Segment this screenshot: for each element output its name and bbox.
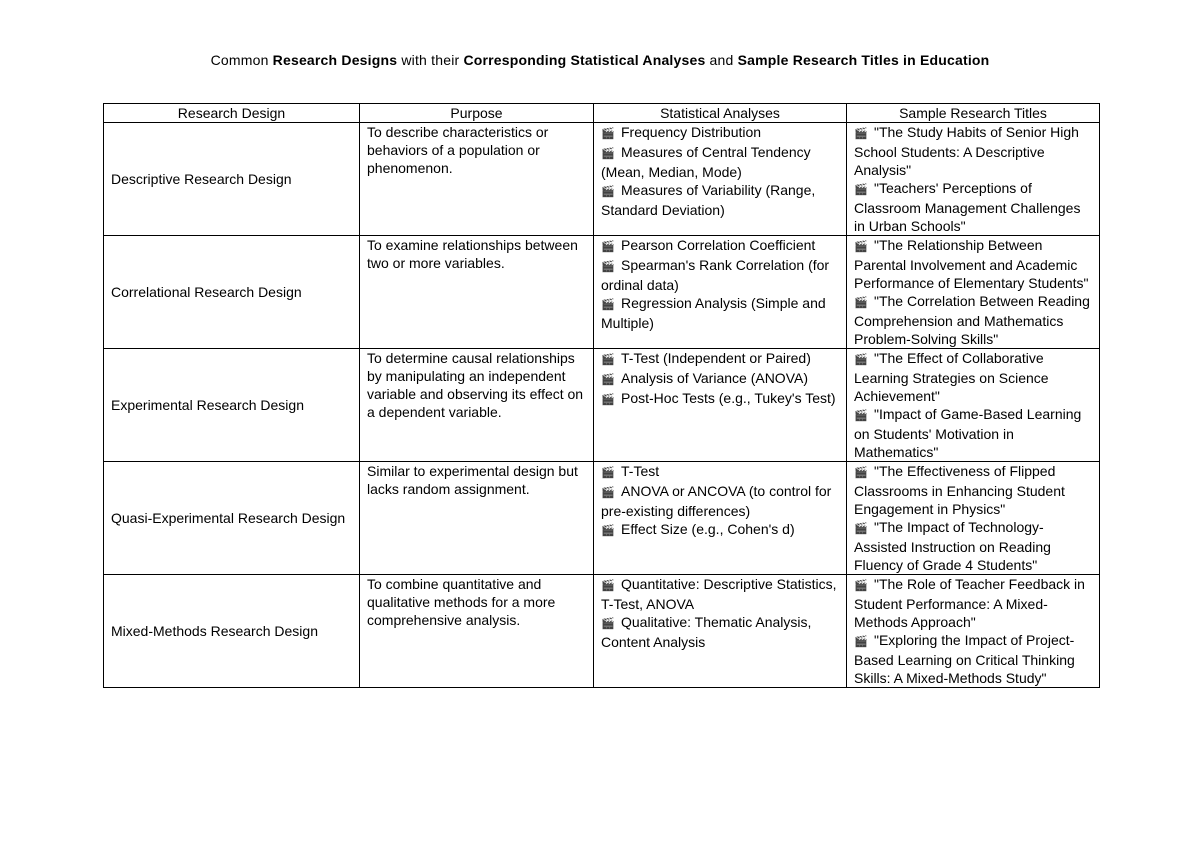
bullet-item: [854, 236, 1092, 292]
clapperboard-icon: 🎬: [601, 186, 615, 198]
cell-sample-titles: [847, 462, 1100, 575]
clapperboard-icon: 🎬: [601, 374, 615, 386]
header-row: [104, 104, 1100, 123]
bullet-text: "The Study Habits of Senior High School Students: A Descriptive Analysis": [854, 124, 1079, 178]
clapperboard-icon: 🎬: [854, 467, 868, 479]
table-row: [104, 349, 1100, 462]
bullet-item: [854, 518, 1092, 574]
bullet-item: [601, 462, 839, 482]
bullet-text: "Impact of Game-Based Learning on Students' Motivation in Mathematics": [854, 406, 1082, 460]
title-bold: Corresponding Statistical Analyses: [463, 52, 706, 68]
bullet-text: "The Effect of Collaborative Learning Strategies on Science Achievement": [854, 350, 1049, 404]
bullet-text: T-Test: [621, 463, 660, 479]
bullet-item: [601, 349, 839, 369]
bullet-text: Quantitative: Descriptive Statistics, T-Test, ANOVA: [601, 576, 837, 612]
header-research-design: Research Design: [104, 104, 360, 123]
bullet-text: "The Role of Teacher Feedback in Student Performance: A Mixed-Methods Approach": [854, 576, 1085, 630]
bullet-item: [854, 575, 1092, 631]
header-statistical-analyses: Statistical Analyses: [594, 104, 847, 123]
bullet-item: [601, 482, 839, 520]
clapperboard-icon: 🎬: [601, 618, 615, 630]
cell-statistical-analyses: [594, 462, 847, 575]
clapperboard-icon: 🎬: [601, 241, 615, 253]
bullet-item: [854, 462, 1092, 518]
research-designs-table: [103, 103, 1100, 688]
title-part: and: [705, 52, 738, 68]
clapperboard-icon: 🎬: [854, 128, 868, 140]
cell-purpose: Similar to experimental design but lacks random assignment.: [360, 462, 594, 575]
bullet-item: [854, 292, 1092, 348]
table-row: [104, 123, 1100, 236]
cell-statistical-analyses: [594, 349, 847, 462]
cell-research-design: Experimental Research Design: [104, 349, 360, 462]
clapperboard-icon: 🎬: [601, 354, 615, 366]
bullet-text: ANOVA or ANCOVA (to control for pre-existing differences): [601, 483, 832, 519]
clapperboard-icon: 🎬: [601, 467, 615, 479]
bullet-text: Spearman's Rank Correlation (for ordinal data): [601, 257, 830, 293]
cell-research-design: Mixed-Methods Research Design: [104, 575, 360, 688]
bullet-item: [601, 143, 839, 181]
title-bold: Research Designs: [272, 52, 398, 68]
bullet-text: Analysis of Variance (ANOVA): [621, 370, 808, 386]
bullet-text: Effect Size (e.g., Cohen's d): [621, 521, 795, 537]
header-purpose: Purpose: [360, 104, 594, 123]
clapperboard-icon: 🎬: [854, 580, 868, 592]
bullet-text: Measures of Central Tendency (Mean, Median, Mode): [601, 144, 811, 180]
cell-sample-titles: [847, 575, 1100, 688]
clapperboard-icon: 🎬: [854, 523, 868, 535]
table-row: [104, 236, 1100, 349]
title-part: Common: [210, 52, 273, 68]
cell-purpose: To describe characteristics or behaviors of a population or phenomenon.: [360, 123, 594, 236]
bullet-item: [601, 613, 839, 651]
cell-statistical-analyses: [594, 575, 847, 688]
clapperboard-icon: 🎬: [601, 487, 615, 499]
bullet-text: T-Test (Independent or Paired): [621, 350, 811, 366]
bullet-text: Pearson Correlation Coefficient: [621, 237, 816, 253]
title-bold: Sample Research Titles in Education: [737, 52, 990, 68]
bullet-item: [854, 349, 1092, 405]
bullet-item: [601, 575, 839, 613]
bullet-text: "Exploring the Impact of Project-Based Learning on Critical Thinking Skills: A Mixed-Methods Study": [854, 632, 1075, 686]
bullet-item: [601, 123, 839, 143]
bullet-text: "The Relationship Between Parental Involvement and Academic Performance of Elementary Students": [854, 237, 1089, 291]
bullet-item: [601, 389, 839, 409]
bullet-item: [601, 520, 839, 540]
clapperboard-icon: 🎬: [601, 299, 615, 311]
bullet-item: [601, 236, 839, 256]
bullet-text: "The Effectiveness of Flipped Classrooms in Enhancing Student Engagement in Physics": [854, 463, 1065, 517]
bullet-item: [854, 631, 1092, 687]
bullet-text: Qualitative: Thematic Analysis, Content Analysis: [601, 614, 812, 650]
bullet-text: "The Correlation Between Reading Comprehension and Mathematics Problem-Solving Skills": [854, 293, 1090, 347]
clapperboard-icon: 🎬: [601, 261, 615, 273]
bullet-text: Post-Hoc Tests (e.g., Tukey's Test): [621, 390, 836, 406]
cell-sample-titles: [847, 349, 1100, 462]
table-row: [104, 575, 1100, 688]
clapperboard-icon: 🎬: [601, 580, 615, 592]
header-sample-titles: Sample Research Titles: [847, 104, 1100, 123]
cell-sample-titles: [847, 236, 1100, 349]
cell-statistical-analyses: [594, 123, 847, 236]
bullet-text: "The Impact of Technology-Assisted Instruction on Reading Fluency of Grade 4 Students": [854, 519, 1051, 573]
cell-research-design: Descriptive Research Design: [104, 123, 360, 236]
bullet-item: [854, 179, 1092, 235]
clapperboard-icon: 🎬: [854, 354, 868, 366]
cell-purpose: To determine causal relationships by manipulating an independent variable and observing its effect on a dependent variable.: [360, 349, 594, 462]
bullet-text: Measures of Variability (Range, Standard Deviation): [601, 182, 816, 218]
bullet-text: "Teachers' Perceptions of Classroom Management Challenges in Urban Schools": [854, 180, 1081, 234]
clapperboard-icon: 🎬: [601, 128, 615, 140]
title-part: with their: [397, 52, 464, 68]
clapperboard-icon: 🎬: [854, 636, 868, 648]
bullet-item: [601, 256, 839, 294]
clapperboard-icon: 🎬: [601, 148, 615, 160]
cell-research-design: Correlational Research Design: [104, 236, 360, 349]
cell-research-design: Quasi-Experimental Research Design: [104, 462, 360, 575]
clapperboard-icon: 🎬: [601, 525, 615, 537]
bullet-item: [601, 181, 839, 219]
bullet-item: [854, 123, 1092, 179]
clapperboard-icon: 🎬: [854, 297, 868, 309]
bullet-item: [601, 294, 839, 332]
clapperboard-icon: 🎬: [601, 394, 615, 406]
cell-statistical-analyses: [594, 236, 847, 349]
cell-purpose: To combine quantitative and qualitative methods for a more comprehensive analysis.: [360, 575, 594, 688]
clapperboard-icon: 🎬: [854, 410, 868, 422]
bullet-text: Regression Analysis (Simple and Multiple): [601, 295, 826, 331]
bullet-item: [854, 405, 1092, 461]
clapperboard-icon: 🎬: [854, 184, 868, 196]
bullet-item: [601, 369, 839, 389]
cell-purpose: To examine relationships between two or more variables.: [360, 236, 594, 349]
table-row: [104, 462, 1100, 575]
page-title: [0, 52, 1200, 68]
clapperboard-icon: 🎬: [854, 241, 868, 253]
bullet-text: Frequency Distribution: [621, 124, 762, 140]
cell-sample-titles: [847, 123, 1100, 236]
